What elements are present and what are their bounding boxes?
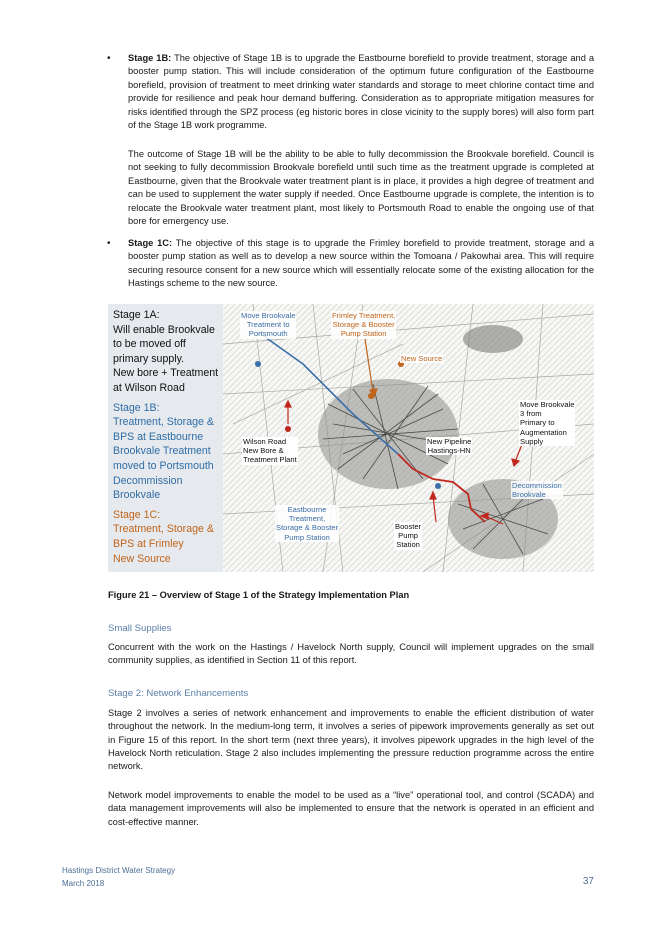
map-label-line: Supply (520, 436, 544, 446)
legend-stage-1a (113, 308, 223, 396)
legend-line: BPS at Eastbourne (113, 430, 204, 443)
label-new-source: New Source (401, 354, 443, 363)
legend-line: BPS at Frimley (113, 537, 184, 550)
map-label-line: Brookvale (512, 490, 546, 500)
label-move-brookvale-portsmouth (240, 311, 296, 339)
page-number: 37 (582, 876, 594, 887)
stage-1c-text: The objective of this stage is to upgrade the Frimley borefield to provide treatment, storage and a booster pump station as well as to develop a new source within the Tomoana / Pakowhai area. This will require securing resource consent for a new source which will essentially relocate some of the existing allocation for the Hastings scheme to the new source. (128, 238, 594, 289)
stage-1b-outcome: The outcome of Stage 1B will be the ability to be able to fully decommission the Brookvale borefield. Council is not seeking to fully decommission Brookvale borefield until such time as the treatment upgrade is completed at Eastbourne, given that the Brookvale water treatment plant is in place, it provides a high degree of treatment and can be used to supplement the water supply if needed. Once Eastbourne upgrade is complete, the intention is to relocate the Brookvale water treatment plant, most likely to Portsmouth Road to enable the ongoing use of that bore for emergency use. (128, 149, 594, 227)
legend-line: to be moved off (113, 338, 186, 351)
stage-2-paragraph-2: Network model improvements to enable the model to be used as a “live” operational tool, and control (SCADA) and data management improvements will also be implemented to ensure that the network is operated in an efficient and cost-effective manner. (108, 790, 594, 827)
bullet-stage-1c: • (107, 238, 111, 249)
figure-stage-1-overview (108, 304, 594, 572)
map-label-line: Move Brookvale (241, 311, 296, 320)
legend-line: Stage 1C: (113, 508, 161, 521)
map-label-line: Portsmouth (248, 329, 288, 339)
label-wilson-road (242, 437, 298, 465)
legend-line: New Source (113, 552, 171, 565)
legend-stage-1b (113, 401, 223, 503)
footer-date: March 2018 (62, 879, 105, 888)
map-label-line: Booster (395, 522, 422, 531)
legend-line: Decommission (113, 474, 183, 487)
legend-line: Brookvale Treatment (113, 445, 211, 458)
label-frimley (331, 311, 396, 339)
label-booster-pump (394, 522, 422, 550)
legend-line: Stage 1B: (113, 401, 160, 414)
map-label-line: Move Brookvale (520, 400, 575, 409)
bullet-stage-1b: • (107, 53, 111, 64)
stage-1c-label: Stage 1C: (128, 238, 173, 248)
figure-legend (108, 304, 223, 572)
map-label-line: Station (396, 540, 420, 550)
legend-line: Brookvale (113, 489, 161, 502)
legend-line: Stage 1A: (113, 309, 160, 321)
map-label-line: New Pipeline (427, 437, 472, 446)
map-label-line: Primary to (520, 418, 555, 428)
map-label-line: New Bore & (243, 446, 284, 456)
map-label-line: Pump (398, 531, 418, 541)
map-label-line: Treatment, (288, 514, 326, 524)
map-label-line: Pump Station (340, 329, 387, 339)
map-label-line: Storage & Booster (276, 523, 339, 533)
map-label-line: Treatment to (246, 320, 290, 330)
stage-1b-label: Stage 1B: (128, 53, 172, 63)
figure-caption: Figure 21 – Overview of Stage 1 of the Strategy Implementation Plan (108, 590, 410, 600)
legend-line: at Wilson Road (113, 381, 185, 394)
map-label-line: 3 from (520, 409, 542, 419)
small-supplies-text: Concurrent with the work on the Hastings / Havelock North supply, Council will implement upgrades on the small community supplies, as identified in Section 11 of this report. (108, 642, 594, 666)
stage-1c-paragraph (128, 237, 594, 291)
legend-line: Treatment, Storage & (113, 523, 214, 536)
legend-line: Treatment, Storage & (113, 416, 214, 429)
stage-2-heading: Stage 2: Network Enhancements (108, 688, 249, 699)
label-new-pipeline (426, 437, 472, 455)
legend-line: moved to Portsmouth (113, 459, 214, 472)
map-label-line: Wilson Road (243, 437, 287, 446)
map-label-line: Storage & Booster (332, 320, 395, 330)
stage-1b-paragraph (128, 52, 594, 132)
map-label-line: Augmentation (520, 427, 567, 437)
legend-line: New bore + Treatment (113, 367, 219, 380)
footer-title: Hastings District Water Strategy (62, 866, 176, 875)
stage-1b-text: The objective of Stage 1B is to upgrade the Eastbourne borefield to provide treatment, storage and a booster pump station. This will include consideration of the optimum future configuration of the Eastbourne borefield, provision of treatment to meet drinking water standards and storage to meet chlorine contact time and provide for resilience and peak hour demand buffering. Consideration as to appropriate mitigation measures for risks identified through the SPZ process (eg historic bores in close vicinity to the supply bores) will also form part of the Stage 1B work programme. (128, 53, 594, 131)
map-label-line: Eastbourne (287, 505, 327, 514)
map-label-line: Hastings-HN (427, 446, 471, 456)
map-label-line: Frimley Treatment, (332, 311, 396, 320)
strategy-map (223, 304, 594, 572)
legend-stage-1c (113, 508, 223, 566)
legend-line: primary supply. (113, 352, 185, 365)
label-decommission-brookvale (511, 481, 563, 499)
small-supplies-heading: Small Supplies (108, 623, 172, 634)
map-label-line: Decommission (512, 481, 562, 490)
stage-2-paragraph-1: Stage 2 involves a series of network enhancement and improvements to enable the efficient distribution of water throughout the network. In the medium-long term, it involves a series of pipework improvements generally as set out in Figure 15 of this report. In the short term (next three years), it involves pipework upgrades in the high level of the Havelock North reticulation. Stage 2 also includes implementing the pressure reduction programme across the entire network. (108, 708, 594, 772)
map-label-line: Treatment Plant (243, 455, 297, 465)
label-eastbourne (275, 505, 339, 542)
legend-line: Will enable Brookvale (113, 323, 215, 336)
map-label-line: Pump Station (284, 532, 330, 542)
settlement-north (463, 325, 523, 353)
label-move-brookvale-3 (519, 400, 575, 446)
